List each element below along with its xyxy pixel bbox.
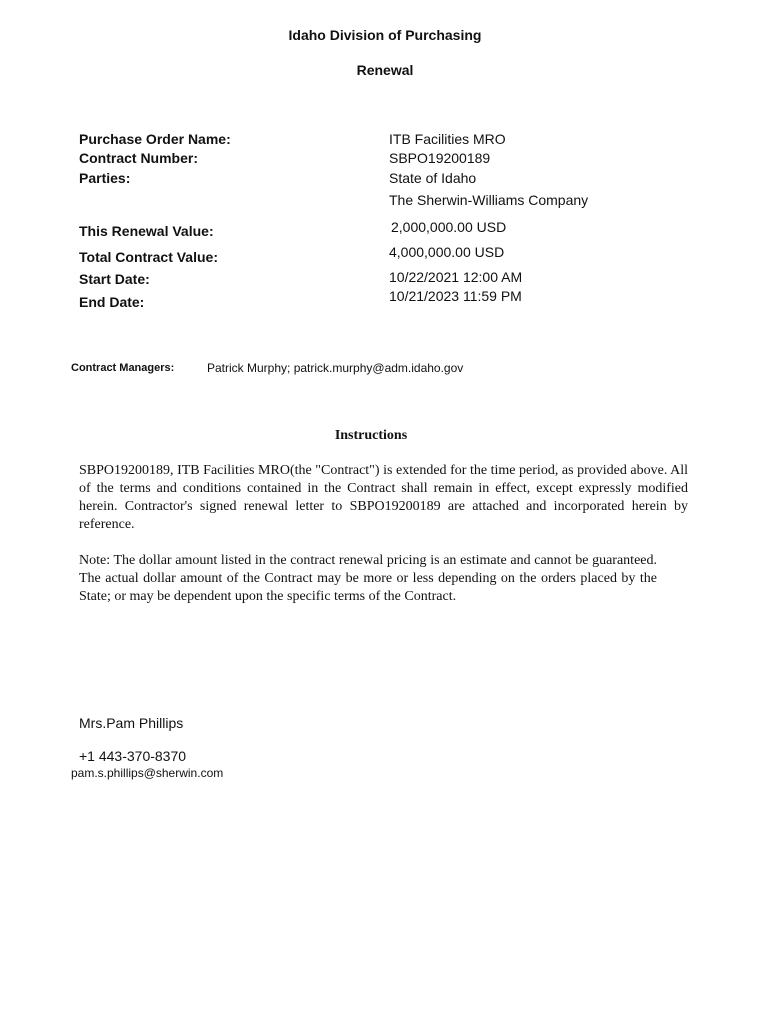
- contract-managers-value: Patrick Murphy; patrick.murphy@adm.idaho.gov: [207, 361, 464, 375]
- renewal-value-label: This Renewal Value:: [79, 223, 214, 239]
- organization-title: Idaho Division of Purchasing: [288, 27, 482, 43]
- start-date-value: 10/22/2021 12:00 AM: [389, 269, 523, 285]
- instructions-paragraph-note: Note: The dollar amount listed in the contract renewal pricing is an estimate and cannot be guaranteed. The actual dollar amount of the Contract may be more or less depending on the orders placed by the State; or may be dependent upon the specific terms of the Contract.: [79, 553, 657, 604]
- end-date-label: End Date:: [79, 294, 145, 310]
- contact-phone: +1 443-370-8370: [79, 748, 187, 764]
- party-sherwin-williams: The Sherwin-Williams Company: [389, 192, 589, 208]
- instructions-paragraph-extension: SBPO19200189, ITB Facilities MRO(the "Contract") is extended for the time period, as provided above. All of the terms and conditions contained in the Contract shall remain in effect, except expressly modified herein. Contractor's signed renewal letter to SBPO19200189 are attached and incorporated herein by reference.: [79, 463, 688, 532]
- start-date-label: Start Date:: [79, 271, 150, 287]
- contact-name: Mrs.Pam Phillips: [79, 715, 184, 731]
- contract-number-value: SBPO19200189: [389, 150, 491, 166]
- purchase-order-name-label: Purchase Order Name:: [79, 131, 231, 147]
- end-date-value: 10/21/2023 11:59 PM: [389, 288, 522, 304]
- document-type-title: Renewal: [356, 62, 414, 78]
- renewal-value: 2,000,000.00 USD: [391, 219, 507, 235]
- party-state-of-idaho: State of Idaho: [389, 170, 477, 186]
- total-value-label: Total Contract Value:: [79, 249, 218, 265]
- purchase-order-name-value: ITB Facilities MRO: [389, 131, 506, 147]
- contact-email: pam.s.phillips@sherwin.com: [71, 766, 224, 780]
- contract-number-label: Contract Number:: [79, 150, 199, 166]
- parties-label: Parties:: [79, 170, 131, 186]
- total-value: 4,000,000.00 USD: [389, 244, 505, 260]
- contract-managers-label: Contract Managers:: [71, 362, 175, 374]
- instructions-heading: Instructions: [334, 428, 408, 443]
